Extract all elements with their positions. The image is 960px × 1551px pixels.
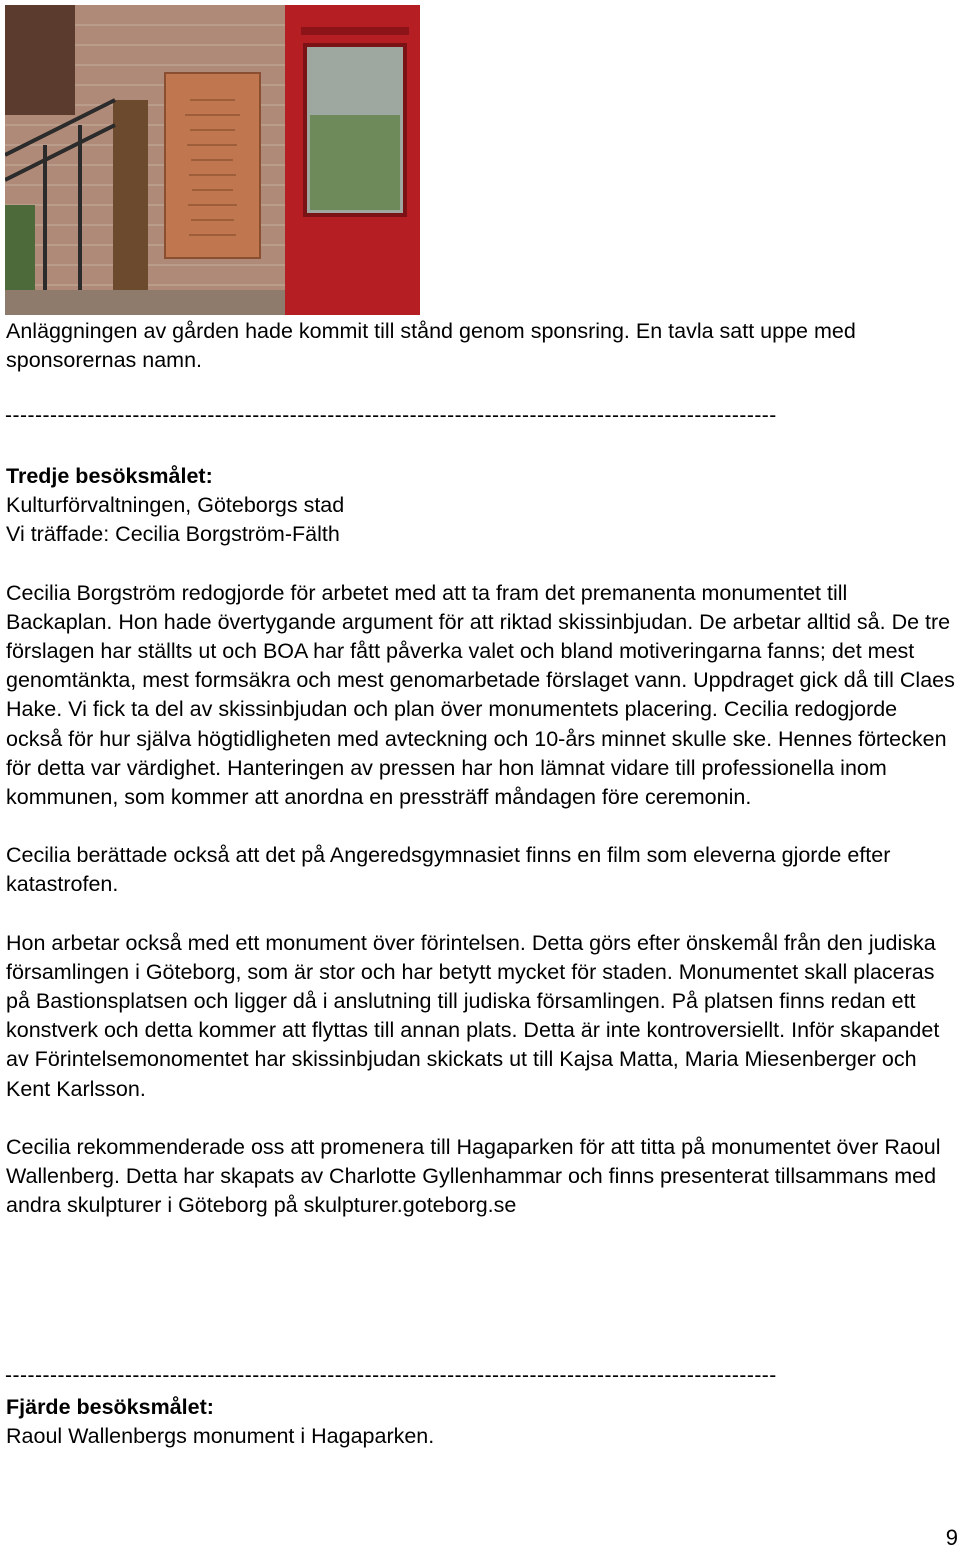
visit-3-header <box>6 462 956 550</box>
section-separator: ------------------------------------------------------------------------------------------------------- <box>5 1364 777 1387</box>
visit-3-section <box>6 462 956 1249</box>
visit-4-heading: Fjärde besöksmålet: <box>6 1395 214 1419</box>
visit-3-heading: Tredje besöksmålet: <box>6 464 213 488</box>
photo-entrance-with-sponsor-plaque <box>5 5 420 315</box>
visit-4-text: Raoul Wallenbergs monument i Hagaparken. <box>6 1424 435 1449</box>
photo-caption: Anläggningen av gården hade kommit till stånd genom sponsring. En tavla satt uppe med sponsorernas namn. <box>6 319 856 373</box>
visit-3-paragraph: Cecilia rekommenderade oss att promenera till Hagaparken för att titta på monumentet över Raoul Wallenberg. Detta har skapats av Charlotte Gyllenhammar och finns presenterat tillsammans med andra skulpturer i Göteborg på skulpturer.goteborg.se <box>6 1134 941 1218</box>
visit-3-met: Vi träffade: Cecilia Borgström-Fälth <box>6 522 340 547</box>
page-number: 9 <box>945 1525 958 1550</box>
visit-3-paragraph: Hon arbetar också med ett monument över förintelsen. Detta görs efter önskemål från den judiska församlingen i Göteborg, som är stor och har betytt mycket för staden. Monumentet skall placeras på Bastionsplatsen och ligger då i anslutning till judiska församlingen. På platsen finns redan ett konstverk och detta kommer att flyttas till annan plats. Detta är inte kontroversiellt. Inför skapandet av Förintelsemonomentet har skissinbjudan skickats ut till Kajsa Matta, Maria Miesenberger och Kent Karlsson. <box>6 930 940 1101</box>
section-separator: ------------------------------------------------------------------------------------------------------- <box>5 404 777 427</box>
visit-3-organization: Kulturförvaltningen, Göteborgs stad <box>6 493 345 518</box>
visit-3-paragraph: Cecilia Borgström redogjorde för arbetet med att ta fram det premanenta monumentet till Backaplan. Hon hade övertygande argument för att riktad skissinbjudan. De arbetar alltid så. De tre förslagen har ställts ut och BOA har fått påverka valet och bland motiveringarna fanns; det mest genomtänkta, mest formsäkra och mest genomarbetade förslaget vann. Uppdraget gick då till Claes Hake. Vi fick ta del av skissinbjudan och plan över monumentets placering. Cecilia redogjorde också för hur själva högtidligheten med avteckning och 10-års minnet skulle ske. Hennes förtecken för detta var värdighet. Hanteringen av pressen har hon lämnat vidare till professionella inom kommunen, som kommer att anordna en pressträff måndagen före ceremonin. <box>6 580 955 810</box>
visit-3-paragraph: Cecilia berättade också att det på Angeredsgymnasiet finns en film som eleverna gjorde efter katastrofen. <box>6 843 891 897</box>
visit-4-section <box>6 1393 956 1451</box>
entrance-photo <box>5 5 420 315</box>
